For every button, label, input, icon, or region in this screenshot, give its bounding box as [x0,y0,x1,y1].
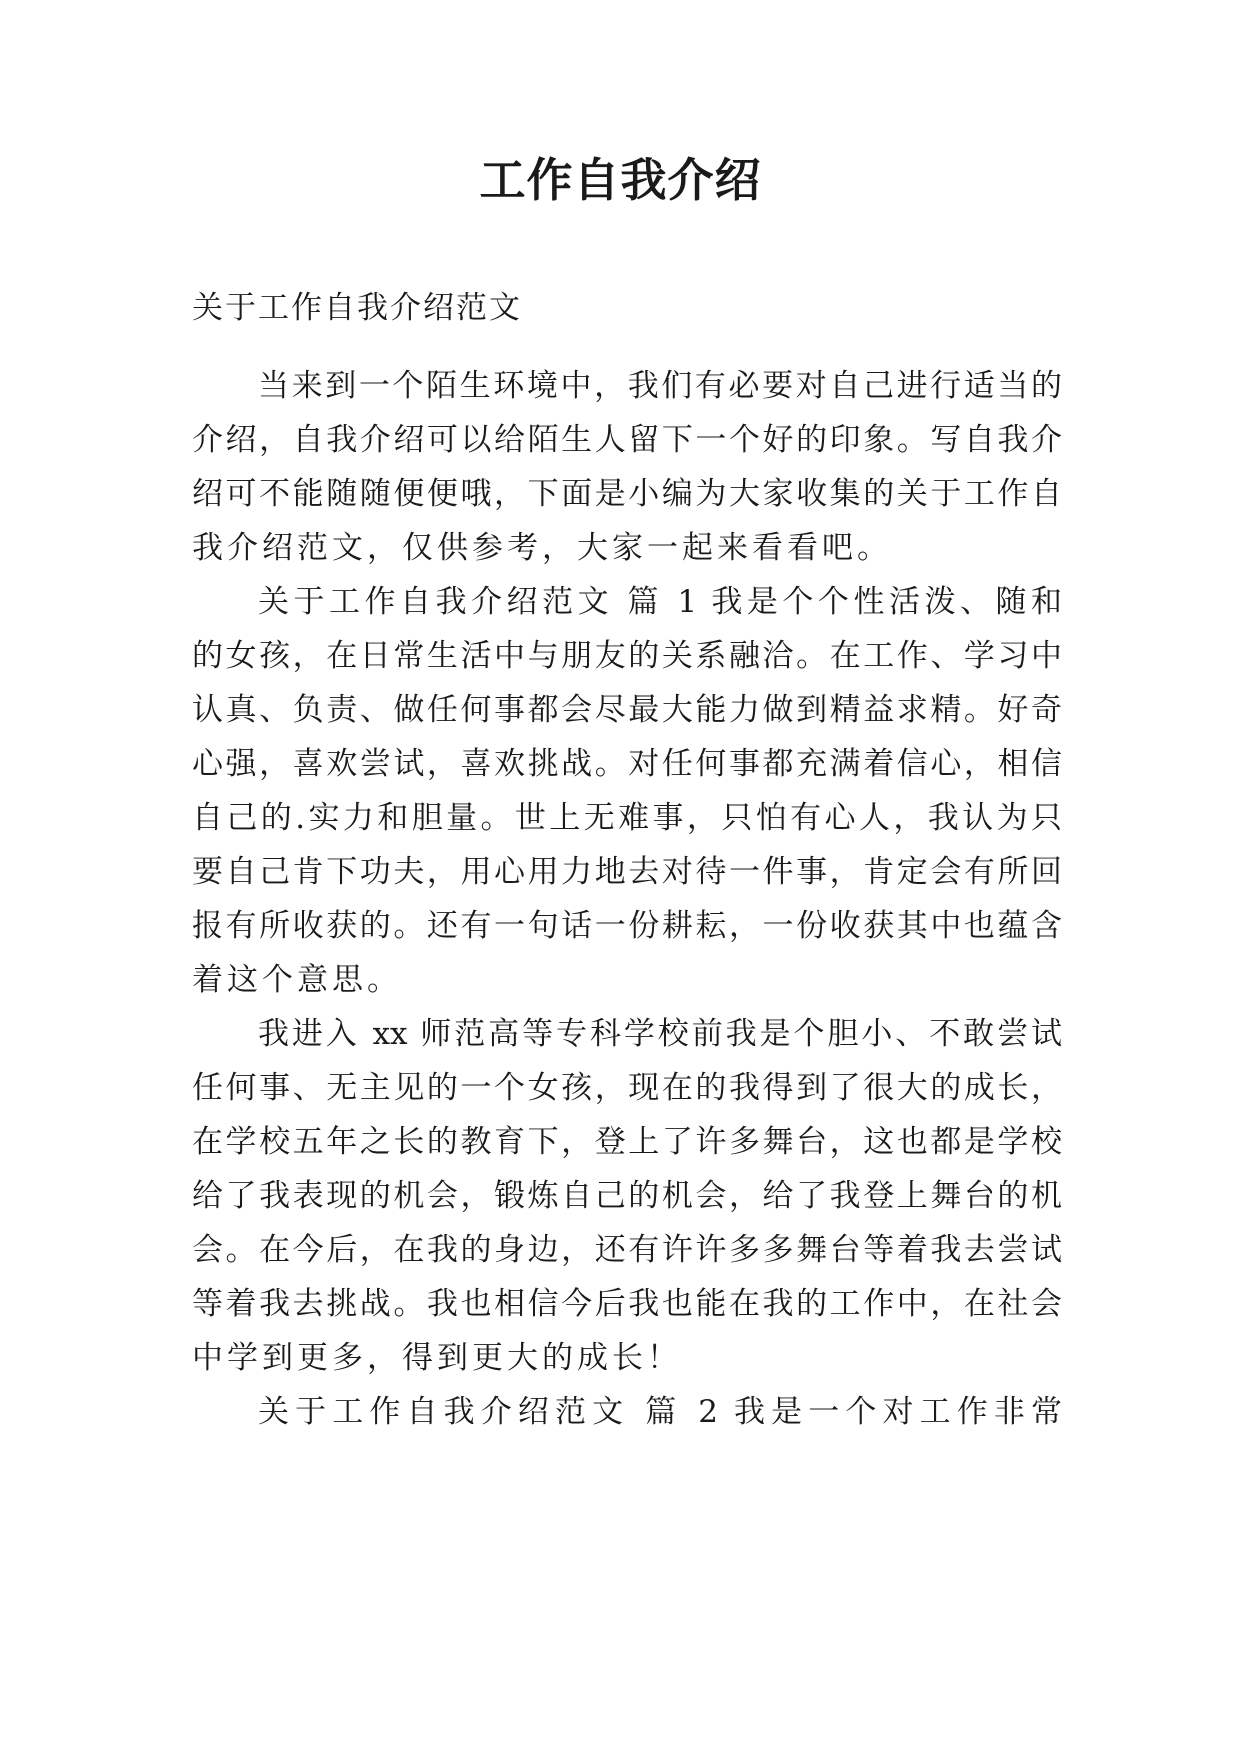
text-line: 任何事、无主见的一个女孩，现在的我得到了很大的成长， [192,1070,1062,1106]
text-line: 自己的.实力和胆量。世上无难事，只怕有心人，我认为只 [192,800,1062,836]
text-line: 认真、负责、做任何事都会尽最大能力做到精益求精。好奇 [192,692,1062,728]
text-line: 报有所收获的。还有一句话一份耕耘，一份收获其中也蕴含 [192,908,1062,944]
text-line: 介绍，自我介绍可以给陌生人留下一个好的印象。写自我介 [192,422,1062,458]
text-line: 我进入 xx 师范高等专科学校前我是个胆小、不敢尝试 [258,1016,1062,1052]
text-line: 关于工作自我介绍范文 篇 2 我是一个对工作非常 [258,1394,1062,1430]
text-line: 绍可不能随随便便哦，下面是小编为大家收集的关于工作自 [192,476,1062,512]
text-line: 给了我表现的机会，锻炼自己的机会，给了我登上舞台的机 [192,1178,1062,1214]
text-line: 当来到一个陌生环境中，我们有必要对自己进行适当的 [258,368,1062,404]
text-line: 关于工作自我介绍范文 篇 1 我是个个性活泼、随和 [258,584,1062,620]
document-subtitle: 关于工作自我介绍范文 [192,290,522,326]
text-line: 着这个意思。 [192,962,402,998]
text-line: 等着我去挑战。我也相信今后我也能在我的工作中，在社会 [192,1286,1062,1322]
text-line: 中学到更多，得到更大的成长！ [192,1340,682,1376]
text-line: 的女孩，在日常生活中与朋友的关系融洽。在工作、学习中 [192,638,1062,674]
document-title: 工作自我介绍 [479,153,762,207]
text-line: 要自己肯下功夫，用心用力地去对待一件事，肯定会有所回 [192,854,1062,890]
text-line: 心强，喜欢尝试，喜欢挑战。对任何事都充满着信心，相信 [192,746,1062,782]
text-line: 会。在今后，在我的身边，还有许许多多舞台等着我去尝试 [192,1232,1062,1268]
text-line: 在学校五年之长的教育下，登上了许多舞台，这也都是学校 [192,1124,1062,1160]
text-line: 我介绍范文，仅供参考，大家一起来看看吧。 [192,530,892,566]
